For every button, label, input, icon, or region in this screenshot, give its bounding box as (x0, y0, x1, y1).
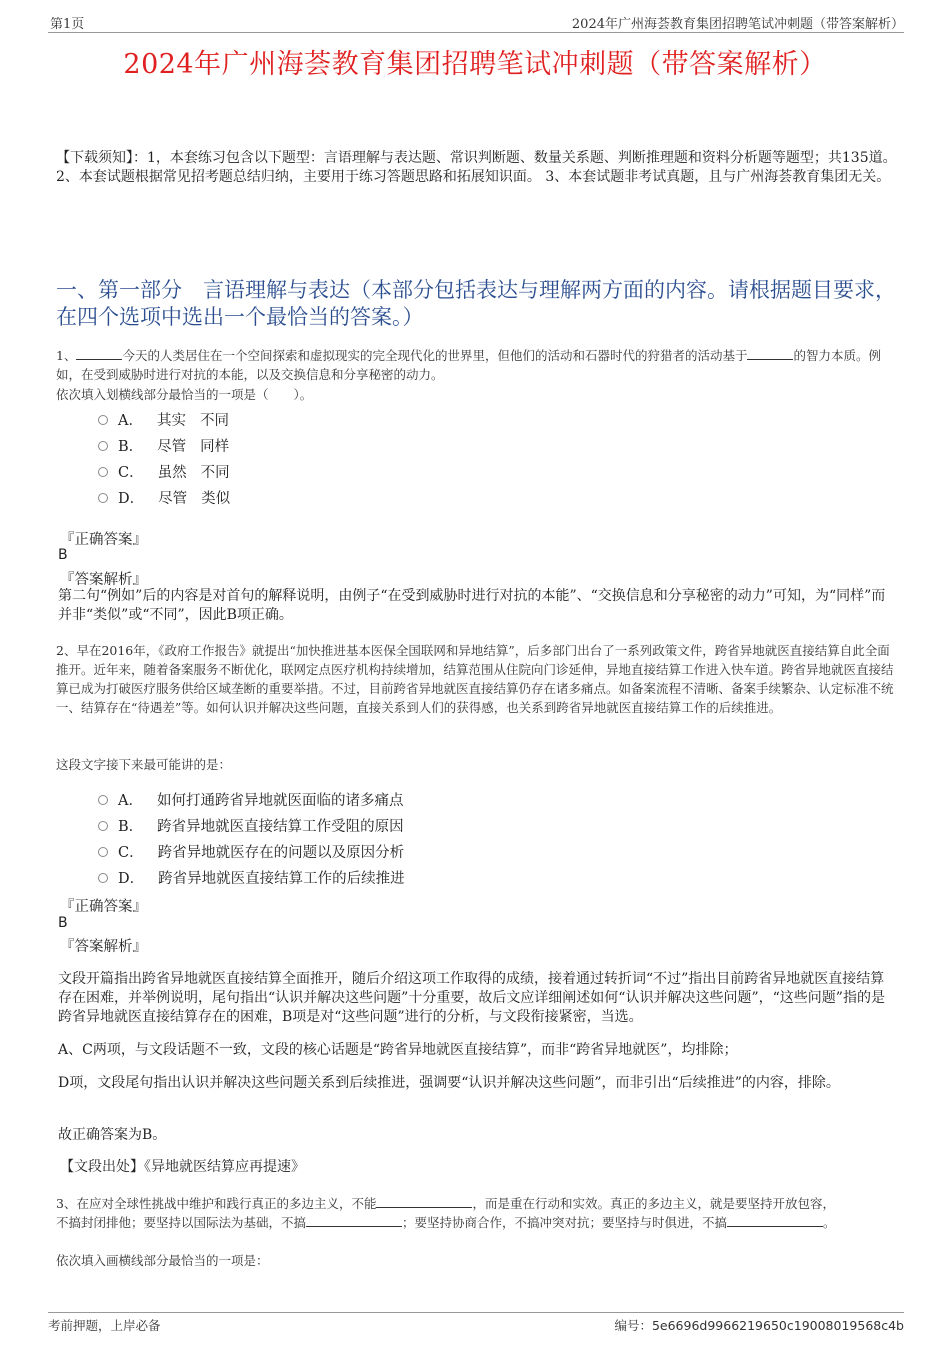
answer-label: 『正确答案』 (60, 532, 147, 548)
page-number: 第1页 (50, 17, 85, 32)
radio-icon[interactable] (98, 493, 108, 503)
footer-slogan: 考前押题，上岸必备 (48, 1318, 161, 1333)
analysis-label: 『答案解析』 (60, 572, 147, 588)
answer-value: B (58, 915, 68, 931)
header-divider (48, 32, 904, 33)
running-header: 2024年广州海荟教育集团招聘笔试冲刺题（带答案解析） (571, 17, 904, 32)
question-2-prompt: 这段文字接下来最可能讲的是： (56, 757, 232, 772)
question-1-part2: 的智力本质。例如，在受到威胁时进行对抗的本能，以及交换信息和分享秘密的动力。 (56, 348, 881, 382)
question-1-text (56, 346, 902, 384)
radio-icon[interactable] (98, 441, 108, 451)
analysis-text: D项，文段尾句指出认识并解决这些问题关系到后续推进，强调要“认识并解决这些问题”，而非引出“后续推进”的内容，排除。 (58, 1075, 840, 1091)
option-c[interactable]: C． 虽然 不同 (98, 461, 230, 482)
fill-blank (376, 1195, 472, 1208)
option-d[interactable]: D． 尽管 类似 (98, 487, 230, 508)
footer-divider (48, 1312, 904, 1313)
analysis-text: A、C两项，与文段话题不一致，文段的核心话题是“跨省异地就医直接结算”，而非“跨省异地就医”，均排除； (58, 1042, 738, 1058)
analysis-text: 文段开篇指出跨省异地就医直接结算全面推开，随后介绍这项工作取得的成绩，接着通过转折词“不过”指出目前跨省异地就医直接结算存在困难，并举例说明，尾句指出“认识并解决这些问题”十分重要，故后文应详细阐述如何“认识并解决这些问题”，“这些问题”指的是跨省异地就医直接结算存在的困难，B项是对“这些问题”进行的分析，与文段衔接紧密，当选。 (58, 971, 885, 1025)
source-text: 【文段出处】《异地就医结算应再提速》 (60, 1159, 305, 1175)
radio-icon[interactable] (98, 873, 108, 883)
analysis-label: 『答案解析』 (60, 939, 147, 955)
fill-blank (76, 347, 122, 360)
conclusion-text: 故正确答案为B。 (58, 1127, 167, 1143)
option-d[interactable]: D． 跨省异地就医直接结算工作的后续推进 (98, 867, 405, 888)
radio-icon[interactable] (98, 821, 108, 831)
section-heading: 一、第一部分 言语理解与表达（本部分包括表达与理解两方面的内容。请根据题目要求，在四个选项中选出一个最恰当的答案。） (56, 278, 896, 329)
question-1-part1: 今天的人类居住在一个空间探索和虚拟现实的完全现代化的世界里，但他们的活动和石器时代的狩猎者的活动基于 (122, 348, 748, 363)
option-c[interactable]: C． 跨省异地就医存在的问题以及原因分析 (98, 841, 404, 862)
document-title: 2024年广州海荟教育集团招聘笔试冲刺题（带答案解析） (123, 49, 827, 80)
radio-icon[interactable] (98, 795, 108, 805)
question-3-text: 3、在应对全球性挑战中维护和践行真正的多边主义，不能 ，而是重在行动和实效。真正的多边主义，就是要坚持开放包容， 不搞封闭排他；要坚持以国际法为基础，不搞 ；要坚持协商合作，不搞冲突对抗；要坚持与时俱进，不搞 。 (56, 1196, 836, 1230)
option-b[interactable]: B． 跨省异地就医直接结算工作受阻的原因 (98, 815, 404, 836)
radio-icon[interactable] (98, 467, 108, 477)
option-b[interactable]: B． 尽管 同样 (98, 435, 229, 456)
option-a[interactable]: A． 其实 不同 (98, 409, 229, 430)
option-a[interactable]: A． 如何打通跨省异地就医面临的诸多痛点 (98, 789, 403, 810)
answer-label: 『正确答案』 (60, 899, 147, 915)
download-notice: 【下载须知】：1，本套练习包含以下题型：言语理解与表达题、常识判断题、数量关系题、判断推理题和资料分析题等题型；共135道。 2、本套试题根据常见招考题总结归纳，主要用于练习答题思路和拓展知识面。 3、本套试题非考试真题，且与广州海荟教育集团无关。 (56, 150, 897, 185)
fill-blank (727, 1214, 823, 1227)
answer-value: B (58, 547, 68, 563)
fill-blank (747, 347, 793, 360)
fill-blank (306, 1214, 402, 1227)
question-2-text: 2、早在2016年，《政府工作报告》就提出“加快推进基本医保全国联网和异地结算”，后多部门出台了一系列政策文件，跨省异地就医直接结算自此全面推开。近年来，随着备案服务不断优化，联网定点医疗机构持续增加，结算范围从住院向门诊延伸，异地直接结算工作进入快车道。跨省异地就医直接结算已成为打破医疗服务供给区域垄断的重要举措。不过，目前跨省异地就医直接结算仍存在诸多痛点。如备案流程不清晰、备案手续繁杂、认定标准不统一、结算存在“待遇差”等。如何认识并解决这些问题，直接关系到人们的获得感，也关系到跨省异地就医直接结算工作的后续推进。 (56, 643, 894, 715)
question-1-prompt: 依次填入划横线部分最恰当的一项是（ ）。 (56, 387, 313, 402)
radio-icon[interactable] (98, 847, 108, 857)
document-code: 编号：5e6696d9966219650c19008019568c4b (614, 1318, 904, 1333)
question-3-prompt: 依次填入画横线部分最恰当的一项是： (56, 1253, 269, 1268)
question-number: 1、 (56, 348, 77, 363)
analysis-text: 第二句“例如”后的内容是对首句的解释说明，由例子“在受到威胁时进行对抗的本能”、“交换信息和分享秘密的动力”可知，为“同样”而并非“类似”或“不同”，因此B项正确。 (58, 588, 886, 623)
radio-icon[interactable] (98, 415, 108, 425)
